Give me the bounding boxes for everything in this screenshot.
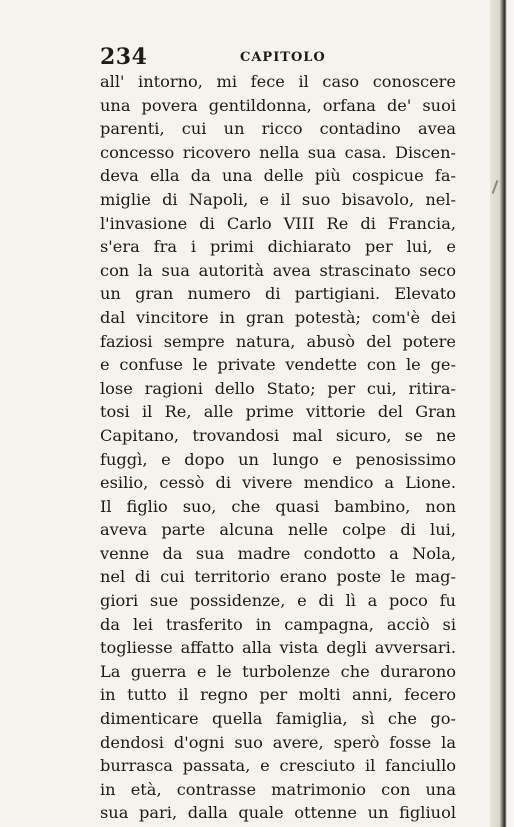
text-line: lose ragioni dello Stato; per cui, ritira- bbox=[100, 378, 456, 398]
text-line: burrasca passata, e cresciuto il fanciullo bbox=[100, 756, 456, 776]
text-line: venne da sua madre condotto a Nola, bbox=[100, 543, 456, 563]
text-line: da lei trasferito in campagna, acciò si bbox=[100, 614, 456, 634]
body-text bbox=[100, 70, 456, 825]
text-line: faziosi sempre natura, abusò del potere bbox=[100, 331, 456, 351]
text-line: nel di cui territorio erano poste le mag- bbox=[100, 567, 456, 587]
text-line: La guerra e le turbolenze che durarono bbox=[100, 661, 456, 681]
text-line: l'invasione di Carlo VIII Re di Francia, bbox=[100, 213, 456, 233]
text-line: e confuse le private vendette con le ge- bbox=[100, 355, 456, 375]
text-line: all' intorno, mi fece il caso conoscere bbox=[100, 72, 456, 91]
text-line: esilio, cessò di vivere mendico a Lione. bbox=[100, 473, 456, 493]
text-line: un gran numero di partigiani. Elevato bbox=[100, 284, 456, 304]
text-line: togliesse affatto alla vista degli avversari. bbox=[100, 638, 456, 658]
text-line: dal vincitore in gran potestà; com'è dei bbox=[100, 307, 456, 327]
text-line: giori sue possidenze, e di lì a poco fu bbox=[100, 591, 456, 611]
text-line: tosi il Re, alle prime vittorie del Gran bbox=[100, 402, 456, 422]
text-line: concesso ricovero nella sua casa. Discen- bbox=[100, 142, 456, 162]
text-line: aveva parte alcuna nelle colpe di lui, bbox=[100, 520, 456, 540]
running-head: CAPITOLO bbox=[240, 50, 326, 65]
text-line: Capitano, trovandosi mal sicuro, se ne bbox=[100, 425, 456, 445]
text-line: Il figlio suo, che quasi bambino, non bbox=[100, 496, 456, 516]
text-line: in età, contrasse matrimonio con una bbox=[100, 779, 456, 799]
text-line: sua pari, dalla quale ottenne un figliuol bbox=[100, 803, 456, 823]
text-line: una povera gentildonna, orfana de' suoi bbox=[100, 95, 456, 115]
page-header bbox=[100, 44, 460, 70]
text-line: dendosi d'ogni suo avere, sperò fosse la bbox=[100, 732, 456, 752]
page-edge bbox=[490, 0, 514, 827]
text-line: miglie di Napoli, e il suo bisavolo, nel- bbox=[100, 189, 456, 209]
text-line: dimenticare quella famiglia, sì che go- bbox=[100, 709, 456, 729]
text-line: in tutto il regno per molti anni, fecero bbox=[100, 685, 456, 705]
text-line: fuggì, e dopo un lungo e penosissimo bbox=[100, 449, 456, 469]
text-line: con la sua autorità avea strascinato seco bbox=[100, 260, 456, 280]
text-line: deva ella da una delle più cospicue fa- bbox=[100, 166, 456, 186]
text-line: parenti, cui un ricco contadino avea bbox=[100, 119, 456, 139]
page-number: 234 bbox=[100, 44, 148, 70]
text-line: s'era fra i primi dichiarato per lui, e bbox=[100, 237, 456, 257]
